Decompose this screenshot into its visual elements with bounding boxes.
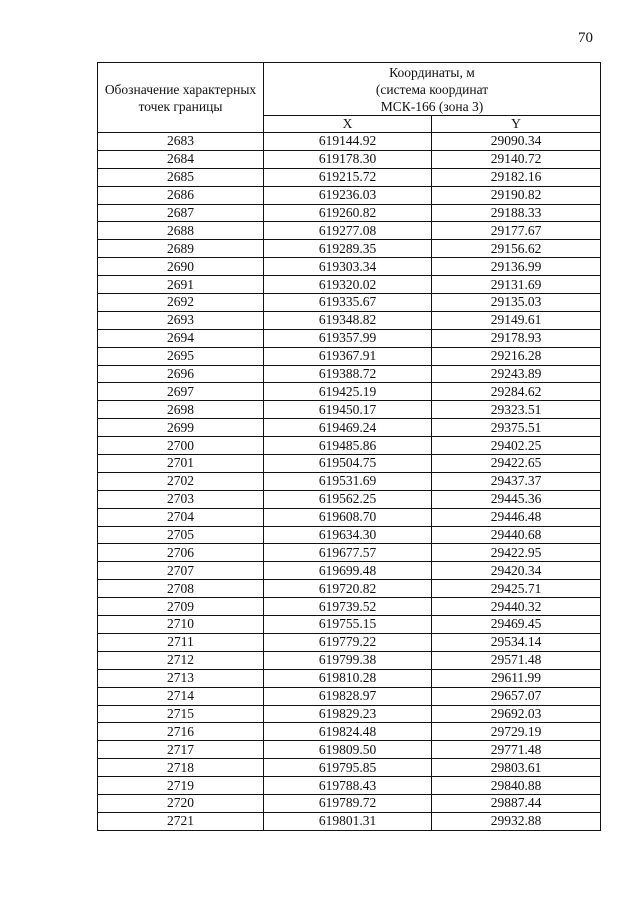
y-coordinate-cell: 29243.89 — [432, 365, 601, 383]
point-id-cell: 2700 — [98, 437, 264, 455]
point-id-cell: 2695 — [98, 347, 264, 365]
table-header — [98, 63, 601, 133]
y-coordinate-cell: 29149.61 — [432, 311, 601, 329]
y-coordinate-cell: 29140.72 — [432, 150, 601, 168]
point-id-cell: 2707 — [98, 562, 264, 580]
y-coordinate-cell: 29440.32 — [432, 598, 601, 616]
point-id-cell: 2683 — [98, 133, 264, 151]
table-row — [98, 777, 601, 795]
table-row — [98, 705, 601, 723]
y-coordinate-cell: 29422.95 — [432, 544, 601, 562]
point-id-cell: 2711 — [98, 633, 264, 651]
x-coordinate-cell: 619677.57 — [264, 544, 432, 562]
table-row — [98, 222, 601, 240]
point-id-cell: 2699 — [98, 419, 264, 437]
y-coordinate-cell: 29692.03 — [432, 705, 601, 723]
x-coordinate-cell: 619828.97 — [264, 687, 432, 705]
table-row — [98, 437, 601, 455]
table-row — [98, 669, 601, 687]
table-row — [98, 401, 601, 419]
table-row — [98, 580, 601, 598]
x-coordinate-cell: 619303.34 — [264, 258, 432, 276]
table-row — [98, 365, 601, 383]
table-row — [98, 383, 601, 401]
table-row — [98, 204, 601, 222]
point-id-cell: 2702 — [98, 472, 264, 490]
y-coordinate-cell: 29323.51 — [432, 401, 601, 419]
point-id-cell: 2720 — [98, 794, 264, 812]
point-id-cell: 2715 — [98, 705, 264, 723]
coordinates-title-line2: (система координат — [375, 82, 489, 97]
x-coordinate-cell: 619215.72 — [264, 168, 432, 186]
point-id-cell: 2712 — [98, 651, 264, 669]
y-coordinate-cell: 29771.48 — [432, 741, 601, 759]
x-coordinate-cell: 619755.15 — [264, 616, 432, 634]
y-coordinate-cell: 29190.82 — [432, 186, 601, 204]
x-coordinate-cell: 619699.48 — [264, 562, 432, 580]
x-coordinate-cell: 619425.19 — [264, 383, 432, 401]
y-coordinate-cell: 29437.37 — [432, 472, 601, 490]
x-coordinate-cell: 619795.85 — [264, 759, 432, 777]
point-id-cell: 2687 — [98, 204, 264, 222]
table-row — [98, 526, 601, 544]
point-id-cell: 2701 — [98, 455, 264, 473]
y-coordinate-cell: 29425.71 — [432, 580, 601, 598]
y-coordinate-cell: 29422.65 — [432, 455, 601, 473]
point-id-cell: 2708 — [98, 580, 264, 598]
x-coordinate-cell: 619367.91 — [264, 347, 432, 365]
table-row — [98, 616, 601, 634]
x-coordinate-cell: 619236.03 — [264, 186, 432, 204]
x-column-header: X — [264, 116, 432, 133]
y-column-header: Y — [432, 116, 601, 133]
table-row — [98, 812, 601, 830]
point-id-cell: 2721 — [98, 812, 264, 830]
x-coordinate-cell: 619348.82 — [264, 311, 432, 329]
y-coordinate-cell: 29534.14 — [432, 633, 601, 651]
point-id-cell: 2703 — [98, 490, 264, 508]
table-row — [98, 723, 601, 741]
x-coordinate-cell: 619531.69 — [264, 472, 432, 490]
coordinates-header — [264, 63, 601, 116]
point-id-cell: 2714 — [98, 687, 264, 705]
point-id-cell: 2694 — [98, 329, 264, 347]
x-coordinate-cell: 619485.86 — [264, 437, 432, 455]
point-id-cell: 2717 — [98, 741, 264, 759]
y-coordinate-cell: 29216.28 — [432, 347, 601, 365]
x-coordinate-cell: 619357.99 — [264, 329, 432, 347]
x-coordinate-cell: 619388.72 — [264, 365, 432, 383]
x-coordinate-cell: 619809.50 — [264, 741, 432, 759]
y-coordinate-cell: 29611.99 — [432, 669, 601, 687]
point-id-cell: 2691 — [98, 276, 264, 294]
point-id-cell: 2688 — [98, 222, 264, 240]
table-row — [98, 347, 601, 365]
x-coordinate-cell: 619789.72 — [264, 794, 432, 812]
y-coordinate-cell: 29887.44 — [432, 794, 601, 812]
table-row — [98, 741, 601, 759]
table-row — [98, 133, 601, 151]
table-row — [98, 562, 601, 580]
table-body — [98, 133, 601, 831]
x-coordinate-cell: 619799.38 — [264, 651, 432, 669]
table-row — [98, 794, 601, 812]
table-row — [98, 186, 601, 204]
y-coordinate-cell: 29657.07 — [432, 687, 601, 705]
x-coordinate-cell: 619277.08 — [264, 222, 432, 240]
y-coordinate-cell: 29188.33 — [432, 204, 601, 222]
point-id-cell: 2698 — [98, 401, 264, 419]
x-coordinate-cell: 619335.67 — [264, 294, 432, 312]
y-coordinate-cell: 29156.62 — [432, 240, 601, 258]
table-row — [98, 240, 601, 258]
x-coordinate-cell: 619320.02 — [264, 276, 432, 294]
y-coordinate-cell: 29136.99 — [432, 258, 601, 276]
x-coordinate-cell: 619810.28 — [264, 669, 432, 687]
point-id-cell: 2718 — [98, 759, 264, 777]
y-coordinate-cell: 29803.61 — [432, 759, 601, 777]
x-coordinate-cell: 619289.35 — [264, 240, 432, 258]
table-row — [98, 419, 601, 437]
coordinates-title-line3: МСК-166 (зона 3) — [380, 99, 484, 114]
x-coordinate-cell: 619144.92 — [264, 133, 432, 151]
point-id-cell: 2690 — [98, 258, 264, 276]
y-coordinate-cell: 29131.69 — [432, 276, 601, 294]
x-coordinate-cell: 619801.31 — [264, 812, 432, 830]
x-coordinate-cell: 619788.43 — [264, 777, 432, 795]
y-coordinate-cell: 29375.51 — [432, 419, 601, 437]
point-id-cell: 2706 — [98, 544, 264, 562]
table-row — [98, 508, 601, 526]
table-row — [98, 633, 601, 651]
table-row — [98, 329, 601, 347]
y-coordinate-cell: 29135.03 — [432, 294, 601, 312]
point-id-cell: 2686 — [98, 186, 264, 204]
point-id-cell: 2692 — [98, 294, 264, 312]
point-id-cell: 2697 — [98, 383, 264, 401]
table-row — [98, 472, 601, 490]
table-row — [98, 294, 601, 312]
x-coordinate-cell: 619824.48 — [264, 723, 432, 741]
table-row — [98, 759, 601, 777]
table-row — [98, 455, 601, 473]
x-coordinate-cell: 619829.23 — [264, 705, 432, 723]
table-row — [98, 598, 601, 616]
x-coordinate-cell: 619634.30 — [264, 526, 432, 544]
y-coordinate-cell: 29090.34 — [432, 133, 601, 151]
x-coordinate-cell: 619608.70 — [264, 508, 432, 526]
table-row — [98, 168, 601, 186]
y-coordinate-cell: 29446.48 — [432, 508, 601, 526]
y-coordinate-cell: 29440.68 — [432, 526, 601, 544]
y-coordinate-cell: 29571.48 — [432, 651, 601, 669]
point-id-cell: 2719 — [98, 777, 264, 795]
table-row — [98, 687, 601, 705]
x-coordinate-cell: 619739.52 — [264, 598, 432, 616]
y-coordinate-cell: 29402.25 — [432, 437, 601, 455]
x-coordinate-cell: 619450.17 — [264, 401, 432, 419]
x-coordinate-cell: 619562.25 — [264, 490, 432, 508]
y-coordinate-cell: 29729.19 — [432, 723, 601, 741]
x-coordinate-cell: 619469.24 — [264, 419, 432, 437]
y-coordinate-cell: 29420.34 — [432, 562, 601, 580]
point-label-header: Обозначение характерных точек границы — [98, 63, 264, 133]
table-row — [98, 276, 601, 294]
y-coordinate-cell: 29932.88 — [432, 812, 601, 830]
table-row — [98, 490, 601, 508]
y-coordinate-cell: 29469.45 — [432, 616, 601, 634]
point-id-cell: 2716 — [98, 723, 264, 741]
point-id-cell: 2709 — [98, 598, 264, 616]
point-id-cell: 2685 — [98, 168, 264, 186]
x-coordinate-cell: 619504.75 — [264, 455, 432, 473]
y-coordinate-cell: 29445.36 — [432, 490, 601, 508]
point-id-cell: 2689 — [98, 240, 264, 258]
coordinates-title-line1: Координаты, м — [389, 65, 475, 80]
x-coordinate-cell: 619720.82 — [264, 580, 432, 598]
point-id-cell: 2704 — [98, 508, 264, 526]
point-id-cell: 2684 — [98, 150, 264, 168]
y-coordinate-cell: 29182.16 — [432, 168, 601, 186]
point-id-cell: 2696 — [98, 365, 264, 383]
table-row — [98, 258, 601, 276]
table-row — [98, 150, 601, 168]
x-coordinate-cell: 619178.30 — [264, 150, 432, 168]
point-id-cell: 2705 — [98, 526, 264, 544]
x-coordinate-cell: 619779.22 — [264, 633, 432, 651]
x-coordinate-cell: 619260.82 — [264, 204, 432, 222]
table-row — [98, 651, 601, 669]
y-coordinate-cell: 29177.67 — [432, 222, 601, 240]
point-id-cell: 2710 — [98, 616, 264, 634]
y-coordinate-cell: 29178.93 — [432, 329, 601, 347]
point-id-cell: 2693 — [98, 311, 264, 329]
table-row — [98, 311, 601, 329]
page-number: 70 — [578, 30, 593, 46]
y-coordinate-cell: 29840.88 — [432, 777, 601, 795]
table-row — [98, 544, 601, 562]
coordinates-table — [97, 62, 601, 831]
y-coordinate-cell: 29284.62 — [432, 383, 601, 401]
point-id-cell: 2713 — [98, 669, 264, 687]
